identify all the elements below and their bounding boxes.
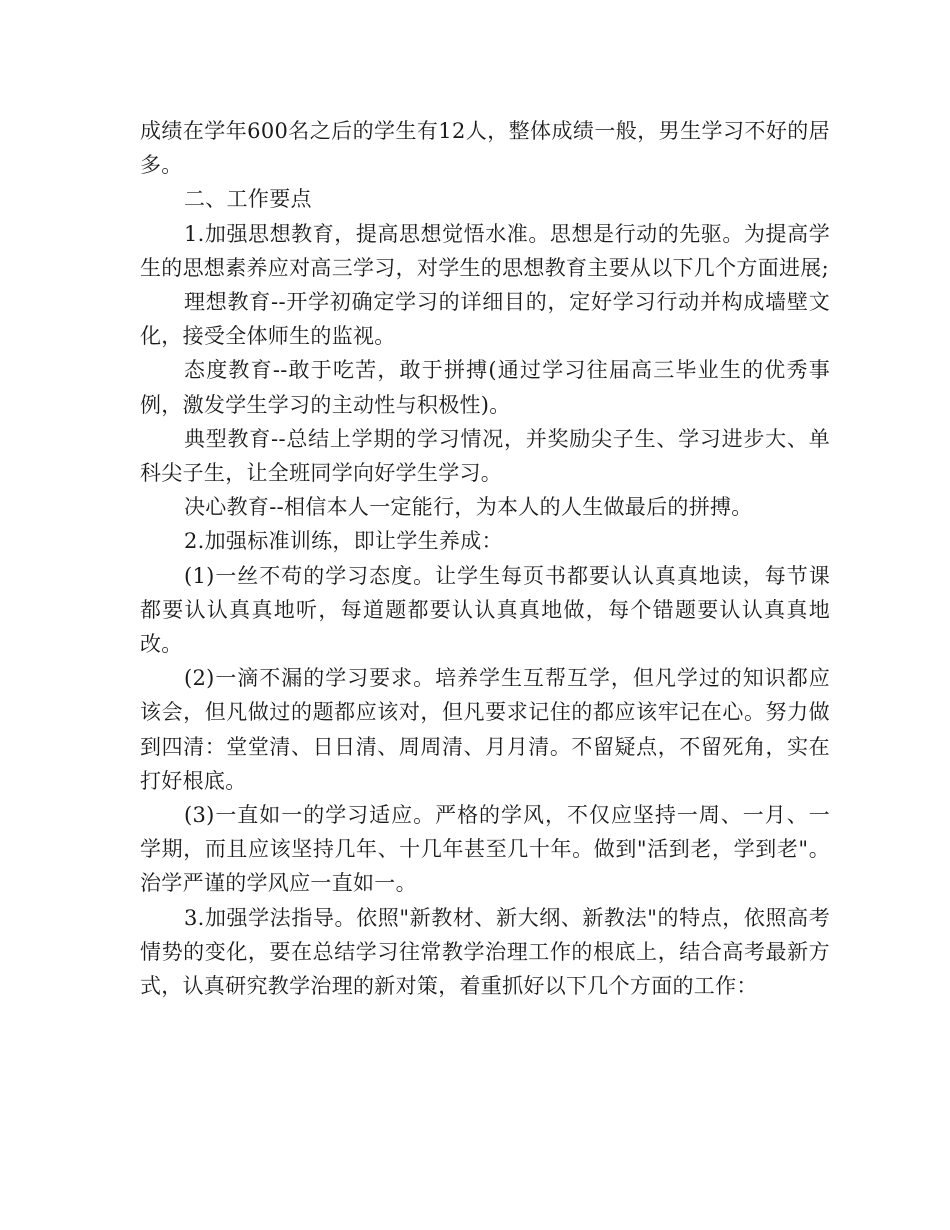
paragraph-model-education: 典型教育--总结上学期的学习情况，并奖励尖子生、学习进步大、单科尖子生，让全班同学向好学生学习。 (140, 426, 830, 486)
section-heading-work-points: 二、工作要点 (184, 187, 312, 212)
paragraph-ideal-education: 理想教育--开学初确定学习的详细目的，定好学习行动并构成墙壁文化，接受全体师生的监视。 (140, 290, 830, 349)
paragraph-attitude-education: 态度教育--敢于吃苦，敢于拼搏(通过学习往届高三毕业生的优秀事例，激发学生学习的主动性与积极性)。 (140, 358, 830, 417)
paragraph-item-2: (2)一滴不漏的学习要求。培养学生互帮互学，但凡学过的知识都应该会，但凡做过的题都应该对，但凡要求记住的都应该牢记在心。努力做到四清：堂堂清、日日清、周周清、月月清。不留疑点，不留死角，实在打好根底。 (140, 666, 830, 793)
document-body (140, 114, 830, 1003)
paragraph-determination-education: 决心教育--相信本人一定能行，为本人的人生做最后的拼搏。 (184, 495, 753, 520)
paragraph-item-3: (3)一直如一的学习适应。严格的学风，不仅应坚持一周、一月、一学期，而且应该坚持几年、十几年甚至几十年。做到"活到老，学到老"。治学严谨的学风应一直如一。 (140, 803, 830, 896)
paragraph-item-1: (1)一丝不苟的学习态度。让学生每页书都要认认真真地读，每节课都要认认真真地听，每道题都要认认真真地做，每个错题要认认真真地改。 (140, 563, 830, 657)
paragraph-ideological-education: 1.加强思想教育，提高思想觉悟水准。思想是行动的先驱。为提高学生的思想素养应对高三学习，对学生的思想教育主要从以下几个方面进展; (140, 221, 830, 280)
paragraph-standard-training: 2.加强标准训练，即让学生养成： (184, 529, 503, 554)
paragraph-continuation: 成绩在学年600名之后的学生有12人，整体成绩一般，男生学习不好的居多。 (140, 119, 830, 178)
paragraph-study-method-guidance: 3.加强学法指导。依照"新教材、新大纲、新教法"的特点，依照高考情势的变化，要在总结学习往常教学治理工作的根底上，结合高考最新方式，认真研究教学治理的新对策，着重抓好以下几个方面的工作： (140, 905, 830, 999)
